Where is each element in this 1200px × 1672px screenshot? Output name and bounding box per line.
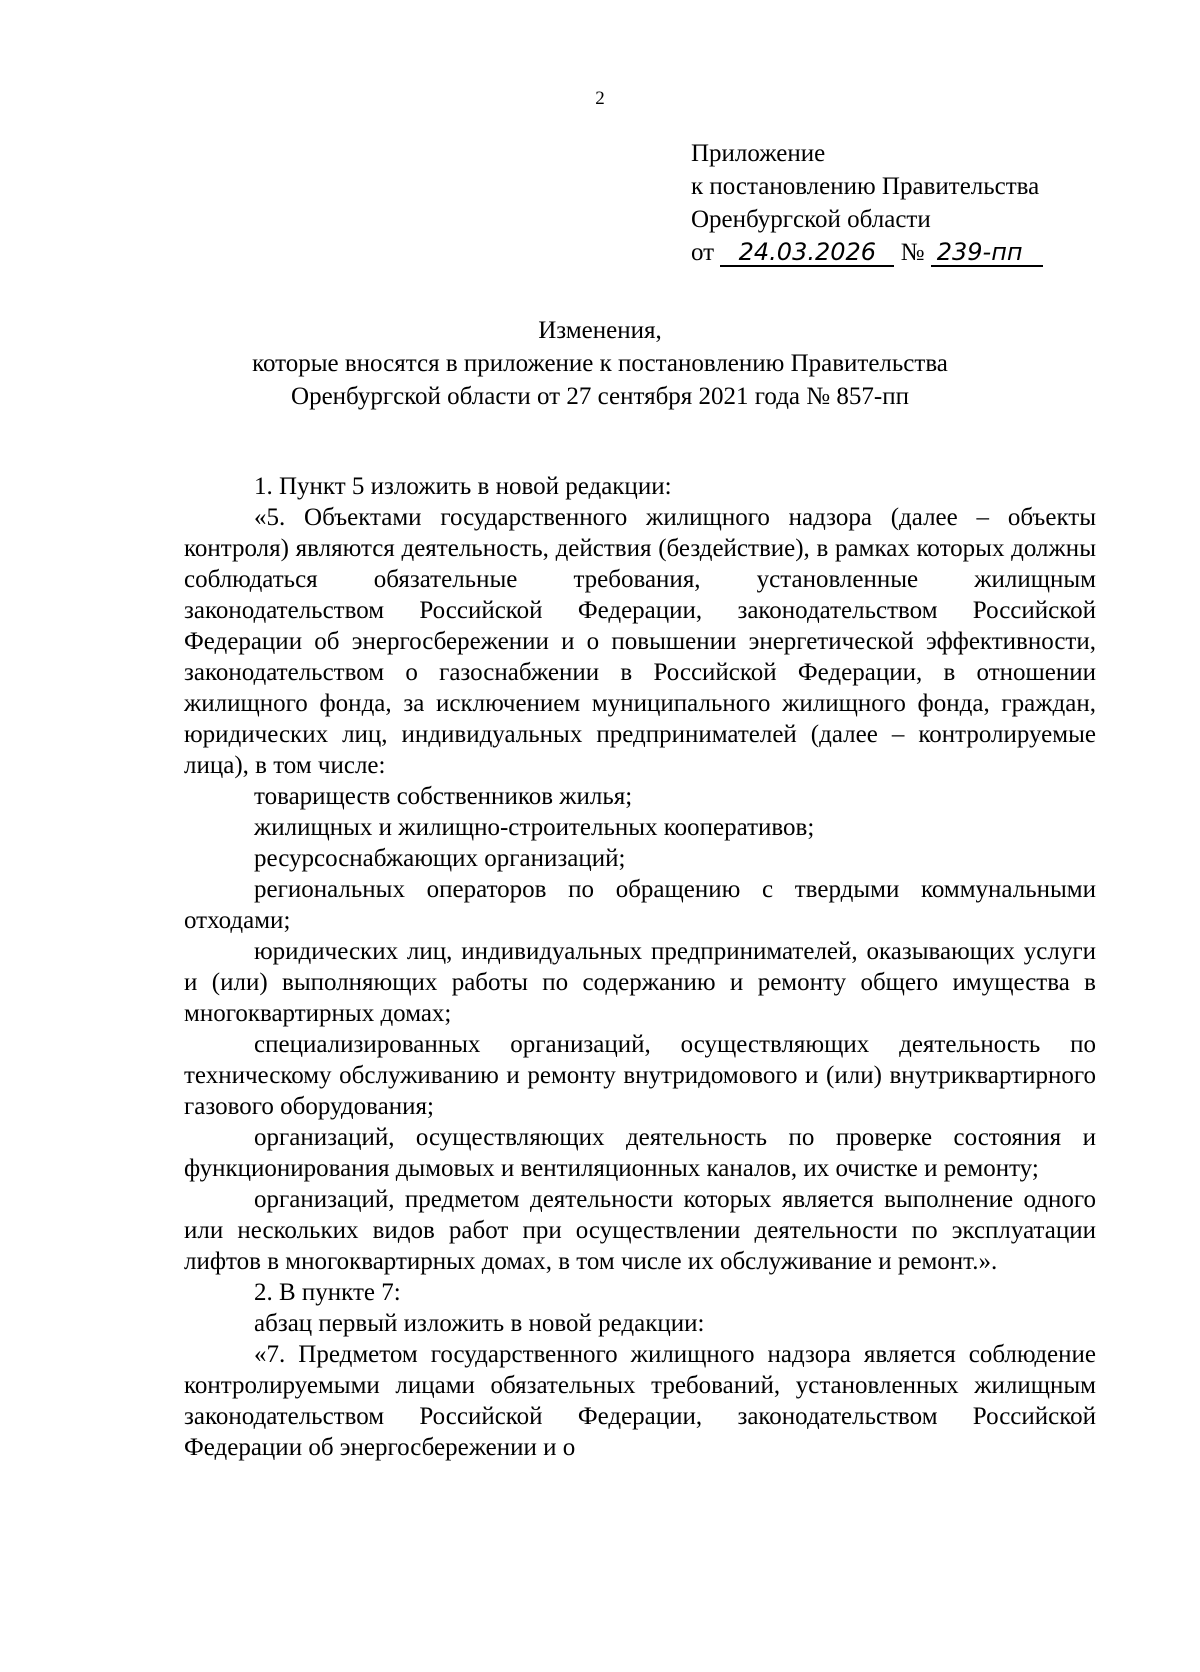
- appendix-line-2: к постановлению Правительства: [691, 173, 1040, 200]
- title-line-2: которые вносятся в приложение к постановлению Правительства: [252, 350, 948, 377]
- date-prefix: от: [691, 239, 715, 266]
- paragraph: «7. Предметом государственного жилищного надзора является соблюдение контролируемыми лицами обязательных требований, установленных жилищным законодательством Российской Федерации, законодательством Российской Федерации об энергосбережении и о: [184, 1341, 1096, 1461]
- appendix-line-3: Оренбургской области: [691, 206, 931, 233]
- paragraph: юридических лиц, индивидуальных предпринимателей, оказывающих услуги и (или) выполняющих работы по содержанию и ремонту общего имущества в многоквартирных домах;: [184, 938, 1096, 1027]
- paragraph: специализированных организаций, осуществляющих деятельность по техническому обслуживанию и ремонту внутридомового и (или) внутриквартирного газового оборудования;: [184, 1031, 1096, 1120]
- paragraph: 2. В пункте 7:: [254, 1279, 401, 1306]
- appendix-header: [691, 137, 1043, 269]
- document-body: [184, 471, 1096, 1463]
- page-number: 2: [595, 88, 605, 109]
- paragraph: организаций, предметом деятельности которых является выполнение одного или нескольких видов работ при осуществлении деятельности по эксплуатации лифтов в многоквартирных домах, в том числе их обслуживание и ремонт.».: [184, 1186, 1096, 1275]
- number-prefix: №: [900, 239, 925, 266]
- handwritten-number: 239-пп: [931, 239, 1043, 267]
- title-line-3: Оренбургской области от 27 сентября 2021 года № 857-пп: [291, 383, 909, 410]
- paragraph: абзац первый изложить в новой редакции:: [254, 1310, 705, 1337]
- paragraph: региональных операторов по обращению с твердыми коммунальными отходами;: [184, 876, 1096, 934]
- paragraph: жилищных и жилищно-строительных кооперативов;: [254, 814, 815, 841]
- paragraph: ресурсоснабжающих организаций;: [254, 845, 626, 872]
- appendix-date-line: [691, 236, 1043, 269]
- handwritten-date: 24.03.2026: [720, 239, 894, 267]
- paragraph: «5. Объектами государственного жилищного надзора (далее – объекты контроля) являются деятельность, действия (бездействие), в рамках которых должны соблюдаться обязательные требования, установленные жилищным законодательством Российской Федерации, законодательством Российской Федерации об энергосбережении и о повышении энергетической эффективности, законодательством о газоснабжении в Российской Федерации, в отношении жилищного фонда, за исключением муниципального жилищного фонда, граждан, юридических лиц, индивидуальных предпринимателей (далее – контролируемые лица), в том числе:: [184, 504, 1096, 779]
- appendix-line-1: Приложение: [691, 140, 826, 167]
- paragraph: товариществ собственников жилья;: [254, 783, 633, 810]
- paragraph: организаций, осуществляющих деятельность по проверке состояния и функционирования дымовых и вентиляционных каналов, их очистке и ремонту;: [184, 1124, 1096, 1182]
- document-title: [0, 314, 1200, 413]
- title-line-1: Изменения,: [538, 317, 662, 344]
- paragraph: 1. Пункт 5 изложить в новой редакции:: [254, 473, 672, 500]
